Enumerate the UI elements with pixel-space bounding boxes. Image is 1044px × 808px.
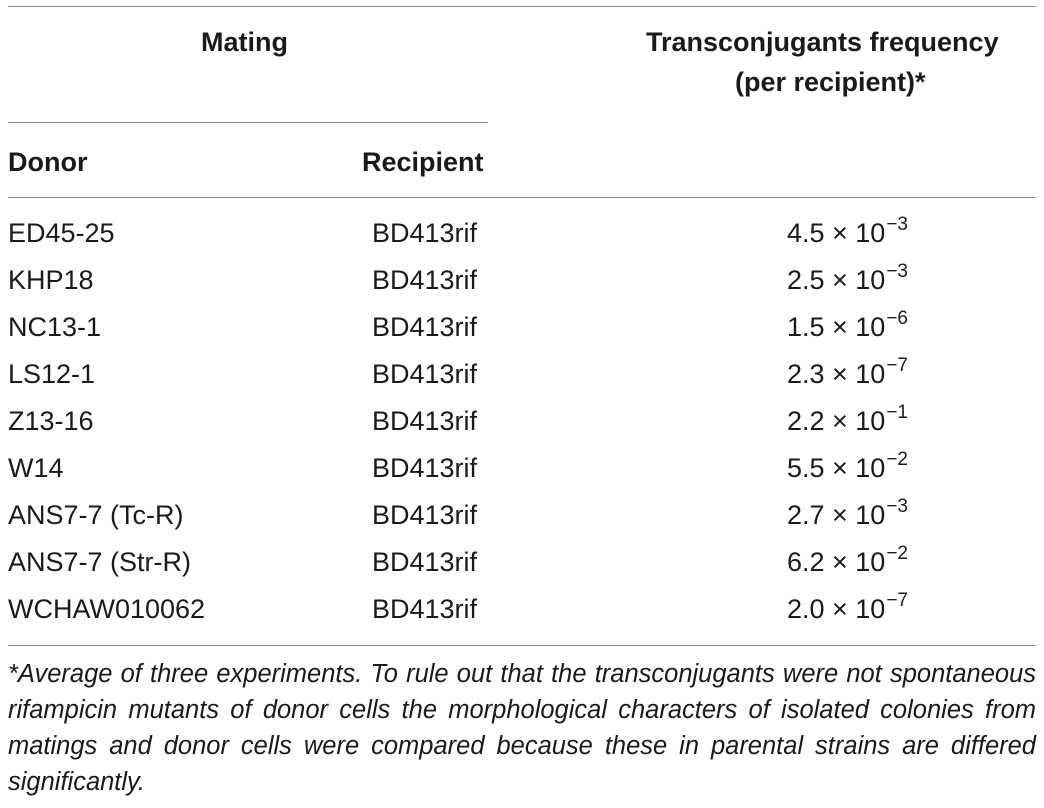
frequency-cell [787, 213, 908, 257]
recipient-cell: BD413rif [372, 312, 478, 342]
donor-cell: ED45-25 [8, 218, 115, 248]
recipient-cell: BD413rif [372, 406, 478, 436]
frequency-cell [787, 542, 908, 586]
donor-cell: W14 [8, 453, 64, 483]
frequency-cell [787, 401, 908, 445]
header-mating: Mating [201, 27, 288, 57]
recipient-cell: BD413rif [372, 547, 478, 577]
header-donor: Donor [8, 147, 88, 177]
recipient-cell: BD413rif [372, 218, 478, 248]
header-frequency-line2: (per recipient)* [735, 67, 926, 97]
donor-cell: NC13-1 [8, 312, 102, 342]
frequency-exponent: −7 [886, 355, 908, 376]
footer-rule [8, 645, 1036, 646]
donor-cell: KHP18 [8, 265, 94, 295]
frequency-mantissa: 2.2 × 10 [786, 406, 886, 436]
frequency-mantissa: 5.5 × 10 [786, 453, 886, 483]
top-rule [8, 6, 1036, 7]
footnote: *Average of three experiments. To rule out that the transconjugants were not spontaneous rifampicin mutants of donor cells the morphological characters of isolated colonies from matings and donor cells were compared because these in parental strains are differed significantly. [8, 660, 1036, 796]
frequency-mantissa: 4.5 × 10 [786, 218, 886, 248]
recipient-cell: BD413rif [372, 500, 478, 530]
frequency-exponent: −6 [886, 308, 908, 329]
frequency-cell [787, 589, 908, 633]
frequency-cell [787, 307, 908, 351]
donor-cell: Z13-16 [8, 406, 94, 436]
frequency-exponent: −3 [886, 496, 908, 517]
frequency-mantissa: 6.2 × 10 [786, 547, 886, 577]
donor-cell: WCHAW010062 [8, 594, 206, 624]
recipient-cell: BD413rif [372, 265, 478, 295]
donor-cell: ANS7-7 (Str-R) [8, 547, 192, 577]
frequency-mantissa: 2.0 × 10 [786, 594, 886, 624]
donor-cell: LS12-1 [8, 359, 96, 389]
frequency-mantissa: 1.5 × 10 [786, 312, 886, 342]
donor-cell: ANS7-7 (Tc-R) [8, 500, 184, 530]
header-recipient: Recipient [362, 147, 484, 177]
frequency-exponent: −1 [886, 402, 908, 423]
frequency-exponent: −3 [886, 261, 908, 282]
frequency-exponent: −7 [886, 590, 908, 611]
frequency-exponent: −2 [886, 449, 908, 470]
frequency-mantissa: 2.5 × 10 [786, 265, 886, 295]
header-bottom-rule [8, 197, 1036, 198]
recipient-cell: BD413rif [372, 359, 478, 389]
frequency-mantissa: 2.3 × 10 [786, 359, 886, 389]
frequency-cell [787, 260, 908, 304]
header-frequency-line1: Transconjugants frequency [646, 27, 999, 57]
frequency-cell [787, 448, 908, 492]
mating-span-rule [8, 122, 488, 123]
frequency-mantissa: 2.7 × 10 [786, 500, 886, 530]
frequency-cell [787, 354, 908, 398]
recipient-cell: BD413rif [372, 594, 478, 624]
recipient-cell: BD413rif [372, 453, 478, 483]
frequency-cell [787, 495, 908, 539]
frequency-exponent: −3 [886, 214, 908, 235]
frequency-exponent: −2 [886, 543, 908, 564]
